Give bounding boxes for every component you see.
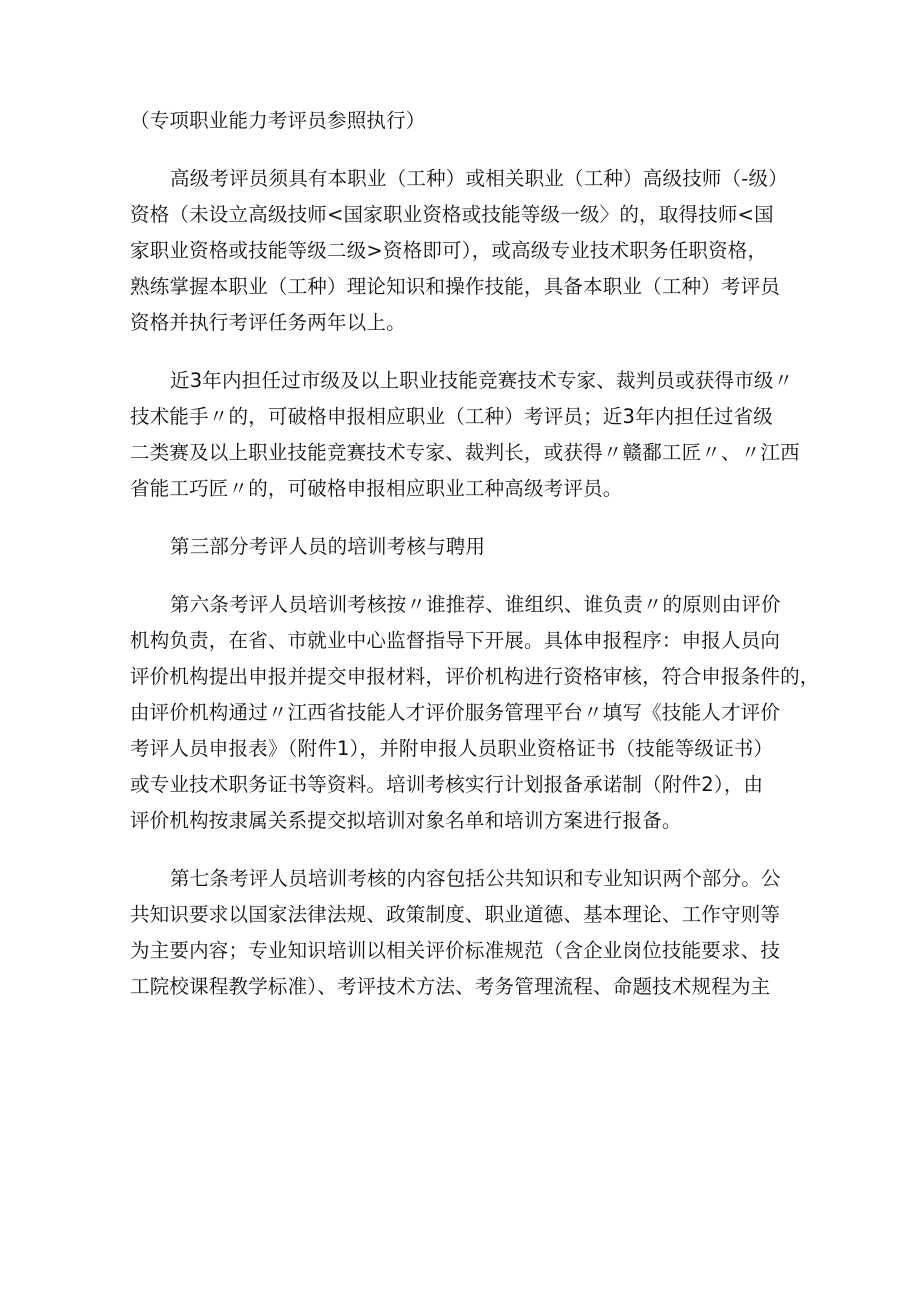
paragraph-article-six [130, 587, 820, 839]
text-line: 高级考评员须具有本职业（工种）或相关职业（工种）高级技师（-级） [170, 167, 788, 190]
document-body [130, 103, 820, 1005]
text-line: 资格（未设立高级技师<国家职业资格或技能等级一级〉的，取得技师<国 [130, 203, 774, 226]
text-line: 家职业资格或技能等级二级>资格即可），或高级专业技术职务任职资格， [130, 239, 768, 262]
text-line: 工院校课程教学标准）、考评技术方法、考务管理流程、命题技术规程为主 [130, 975, 771, 998]
text-line: 资格并执行考评任务两年以上。 [130, 311, 406, 334]
text-line: 技术能手〃的，可破格申报相应职业（工种）考评员；近3年内担任过省级 [130, 405, 774, 428]
text-line: 考评人员申报表》（附件1），并附申报人员职业资格证书（技能等级证书） [130, 737, 774, 760]
text-line: 二类赛及以上职业技能竞赛技术专家、裁判长，或获得〃赣鄱工匠〃、〃江西 [130, 441, 800, 464]
paragraph-exceptional-application [130, 363, 800, 507]
text-line: 由评价机构通过〃江西省技能人才评价服务管理平台〃填写《技能人才评价 [130, 701, 781, 724]
text-line: （专项职业能力考评员参照执行） [130, 109, 426, 132]
text-line: 机构负责，在省、市就业中心监督指导下开展。具体申报程序：申报人员向 [130, 629, 781, 652]
paragraph-scope-note [130, 103, 800, 139]
text-line: 或专业技术职务证书等资料。培训考核实行计划报备承诺制（附件2），由 [130, 773, 764, 796]
text-line: 为主要内容；专业知识培训以相关评价标准规范（含企业岗位技能要求、技 [130, 939, 781, 962]
text-line: 第六条考评人员培训考核按〃谁推荐、谁组织、谁负责〃的原则由评价 [170, 593, 781, 616]
text-line: 熟练掌握本职业（工种）理论知识和操作技能，具备本职业（工种）考评员 [130, 275, 781, 298]
section-title: 第三部分考评人员的培训考核与聘用 [170, 535, 486, 558]
text-line: 省能工巧匠〃的，可破格申报相应职业工种高级考评员。 [130, 477, 623, 500]
paragraph-article-seven [130, 861, 800, 1005]
section-heading-part-three [130, 529, 800, 565]
text-line: 评价机构提出申报并提交申报材料，评价机构进行资格审核，符合申报条件的， [130, 665, 820, 688]
text-line: 评价机构按隶属关系提交拟培训对象名单和培训方案进行报备。 [130, 809, 682, 832]
text-line: 第七条考评人员培训考核的内容包括公共知识和专业知识两个部分。公 [170, 867, 781, 890]
text-line: 共知识要求以国家法律法规、政策制度、职业道德、基本理论、工作守则等 [130, 903, 781, 926]
paragraph-senior-examiner-requirements [130, 161, 800, 341]
text-line: 近3年内担任过市级及以上职业技能竞赛技术专家、裁判员或获得市级〃 [170, 369, 794, 392]
